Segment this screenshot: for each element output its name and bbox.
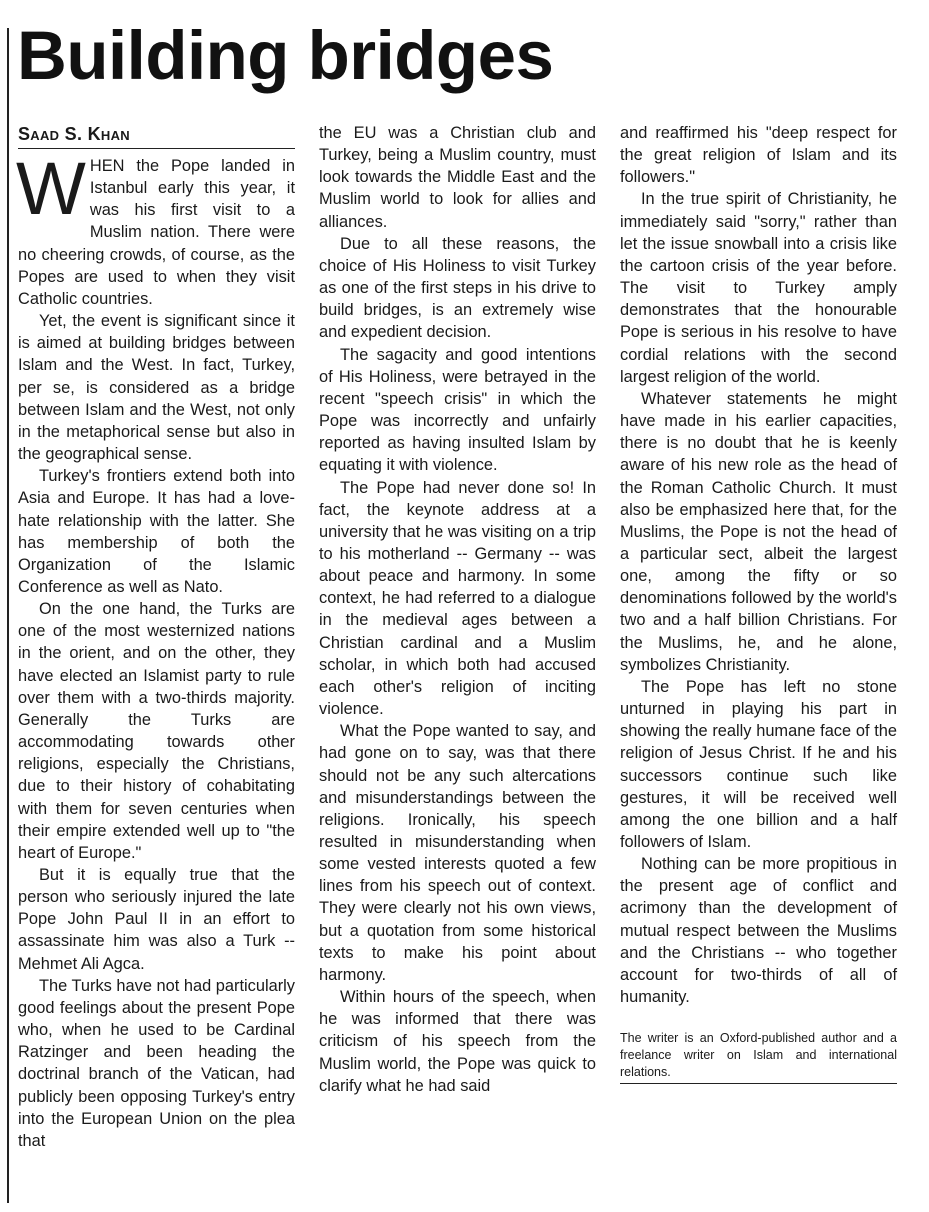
author-note: The writer is an Oxford-published author and a freelance writer on Islam and international relations.	[620, 1030, 897, 1084]
drop-cap: W	[16, 147, 86, 230]
paragraph: Yet, the event is significant since it is aimed at building bridges between Islam and the West. In fact, Turkey, per se, is considered as a bridge between Islam and the West, not only in the metaphorical sense but also in the geographical sense.	[18, 312, 295, 464]
paragraph: WHEN the Pope landed in Istanbul early this year, it was his first visit to a Muslim nation. There were no cheering crowds, of course, as the Popes are used to when they visit Catholic countries.	[16, 147, 295, 308]
paragraph: Nothing can be more propitious in the present age of conflict and acrimony than the development of mutual respect between the Muslims and the Christians -- who together account for two-thirds of all of humanity.	[620, 855, 897, 1007]
column-2	[319, 122, 596, 1097]
paragraph: the EU was a Christian club and Turkey, being a Muslim country, must look towards the Middle East and the Muslim world to look for allies and alliances.	[319, 124, 596, 231]
paragraph: The Pope has left no stone unturned in playing his part in showing the really humane face of the religion of Jesus Christ. If he and his successors continue such like gestures, it will be received well among the one billion and a half followers of Islam.	[620, 677, 897, 851]
paragraph: The Pope had never done so! In fact, the keynote address at a university that he was visiting on a trip to his motherland -- Germany -- was about peace and harmony. In some context, he had referred to a dialogue in the medieval ages between a Christian cardinal and a Muslim scholar, in which both had accused each other's religion of inciting violence.	[319, 478, 596, 719]
headline: Building bridges	[17, 17, 554, 94]
paragraph: Within hours of the speech, when he was informed that there was criticism of his speech from the Muslim world, the Pope was quick to clarify what he had said	[319, 988, 596, 1095]
paragraph: What the Pope wanted to say, and had gone on to say, was that there should not be any such altercations and misunderstandings between the religions. Ironically, his speech resulted in misunderstanding when some vested interests quoted a few lines from his speech out of context. They were clearly not his own views, but a quotation from some historical texts to make his point about harmony.	[319, 722, 596, 984]
paragraph: The sagacity and good intentions of His Holiness, were betrayed in the recent "speech crisis" in which the Pope was incorrectly and unfairly reported as having insulted Islam by equating it with violence.	[319, 345, 596, 475]
paragraph: and reaffirmed his "deep respect for the great religion of Islam and its followers."	[620, 124, 897, 187]
paragraph: But it is equally true that the person who seriously injured the late Pope John Paul II in an effort to assassinate him was also a Turk -- Mehmet Ali Agca.	[18, 866, 295, 973]
paragraph: Due to all these reasons, the choice of His Holiness to visit Turkey as one of the first steps in his drive to build bridges, is an extremely wise and expedient decision.	[319, 234, 596, 342]
paragraph: On the one hand, the Turks are one of the most westernized nations in the orient, and on the other, they have elected an Islamist party to rule over them with a two-thirds majority. Generally the Turks are accommodating towards other religions, especially the Christians, due to their history of cohabitating with them for seven centuries when their empire extended well up to "the heart of Europe."	[18, 600, 295, 862]
paragraph: The Turks have not had particularly good feelings about the present Pope who, when he used to be Cardinal Ratzinger and been heading the doctrinal branch of the Vatican, had publicly been opposing Turkey's entry into the European Union on the plea that	[18, 976, 296, 1150]
left-column-rule	[7, 28, 9, 1203]
paragraph: In the true spirit of Christianity, he immediately said "sorry," rather than let the issue snowball into a crisis like the cartoon crisis of the year before. The visit to Turkey amply demonstrates that the honourable Pope is serious in his resolve to have cordial relations with the second largest religion of the world.	[620, 190, 897, 386]
byline: Saad S. Khan	[18, 122, 295, 149]
paragraph: Turkey's frontiers extend both into Asia and Europe. It has had a love-hate relationship with the latter. She has membership of both the Organization of the Islamic Conference as well as Nato.	[18, 467, 295, 596]
column-3	[620, 122, 897, 1084]
column-1	[18, 122, 295, 1152]
paragraph: Whatever statements he might have made in his earlier capacities, there is no doubt that he is keenly aware of his new role as the head of the Roman Catholic Church. It must also be emphasized here that, for the Muslims, the Pope is not the head of a particular sect, albeit the largest one, among the fifty or so denominations followed by the world's two and a half billion Christians. For the Muslims, he, and he alone, symbolizes Christianity.	[620, 389, 897, 674]
